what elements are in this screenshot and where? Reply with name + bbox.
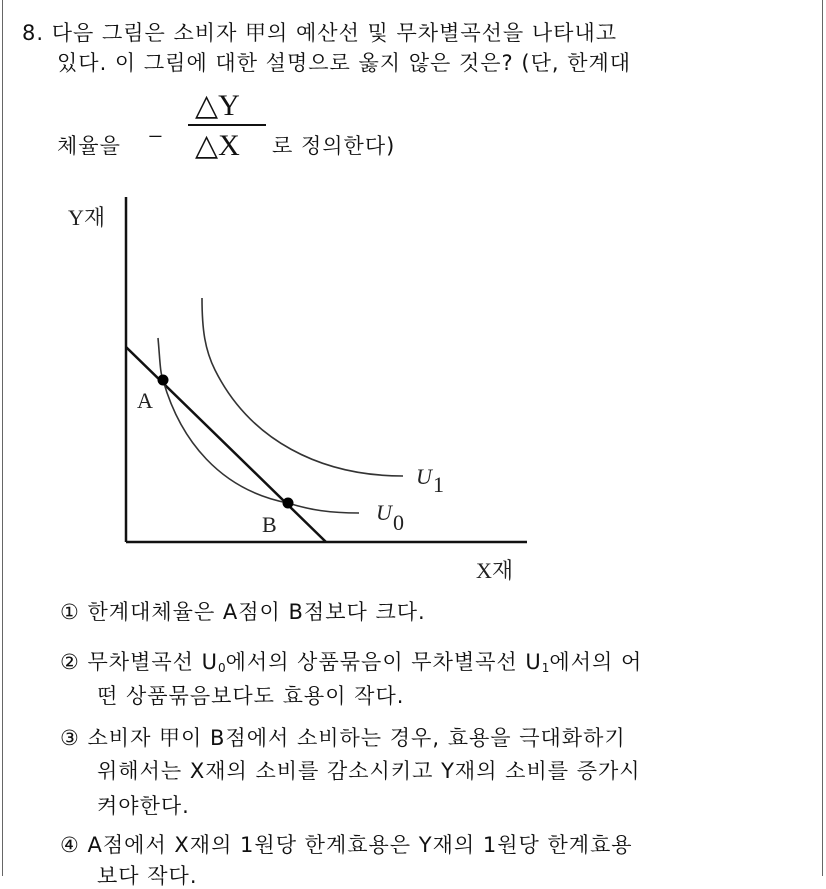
u1-label: U [416,464,432,489]
formula-minus: − [148,122,163,151]
budget-line [126,347,326,542]
choice-text: 에서의 상품묶음이 무차별곡선 U [225,650,542,674]
indifference-curve-u0 [158,338,359,513]
subscript: 0 [218,661,226,675]
choice-text: 소비자 甲이 B점에서 소비하는 경우, 효용을 극대화하기 [87,726,626,750]
y-axis-label: Y재 [68,205,106,230]
x-axis-label: X재 [476,558,514,583]
subscript: 1 [541,661,550,675]
question-number: 8. [22,21,45,45]
question-text: 다음 그림은 소비자 甲의 예산선 및 무차별곡선을 나타내고 [51,21,618,45]
choice-marker: ④ [60,833,80,857]
choice-text: 에서의 어 [549,650,643,674]
point-a-label: A [137,388,153,413]
choice-text: 한계대체율은 A점이 B점보다 크다. [87,600,426,624]
point-b-marker [283,498,294,509]
choice-marker: ② [60,650,80,674]
formula-denominator: △X [195,129,240,162]
choice-marker: ③ [60,726,80,750]
u0-label: U [376,500,392,525]
point-b-label: B [262,512,277,537]
question-line-3-prefix: 체율을 [57,134,121,158]
u1-subscript: 1 [433,472,444,497]
question-line-3-suffix: 로 정의한다) [272,134,396,158]
formula-numerator: △Y [195,89,240,122]
question-line-2: 있다. 이 그림에 대한 설명으로 옳지 않은 것은? (단, 한계대 [57,51,632,75]
choice-text: 위해서는 X재의 소비를 감소시키고 Y재의 소비를 증가시 [97,759,641,783]
choice-text: 떤 상품묶음보다도 효용이 작다. [97,684,405,708]
u0-subscript: 0 [393,510,404,535]
choice-text: 보다 작다. [97,864,198,888]
choice-text: 무차별곡선 U [87,650,218,674]
choice-text: A점에서 X재의 1원당 한계효용은 Y재의 1원당 한계효용 [87,833,633,857]
choice-text: 켜야한다. [97,794,190,818]
point-a-marker [158,375,169,386]
choice-marker: ① [60,600,80,624]
